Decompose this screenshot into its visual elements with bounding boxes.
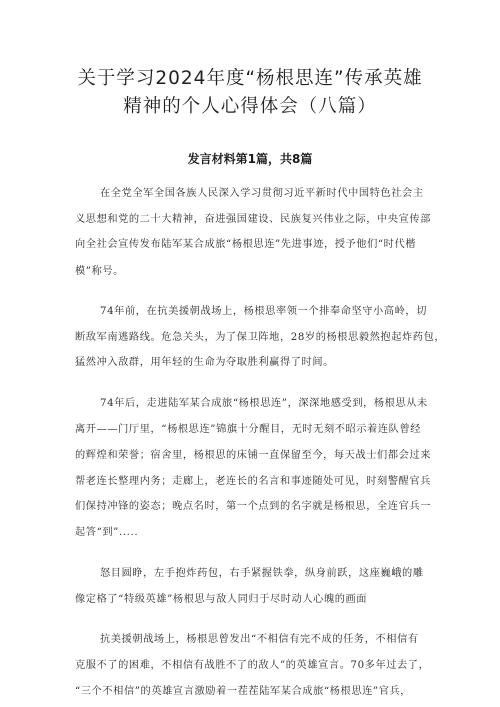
paragraph-line: 离开——门厅里，“杨根思连”锦旗十分醒目，无时无刻不昭示着连队曾经 bbox=[75, 424, 422, 435]
paragraph-line: 像定格了“特级英雄”杨根思与敌人同归于尽时动人心魄的画面 bbox=[75, 594, 368, 605]
paragraph-line: 怒目圆睁，左手抱炸药包，右手紧握铁拳，纵身前跃，这座巍峨的雕 bbox=[100, 568, 424, 579]
paragraph-line: 断敌军南逃路线。危急关头，为了保卫阵地，28岁的杨根思毅然抱起炸药包， bbox=[75, 332, 446, 343]
paragraph-line: 向全社会宣传发布陆军某合成旅“杨根思连”先进事迹，授予他们“时代楷 bbox=[75, 239, 417, 250]
document-title-line-1: 关于学习2024年度“杨根思连”传承英雄 bbox=[77, 68, 423, 89]
paragraph-line: 帮老连长整理内务；走廊上，老连长的名言和事迹随处可见，时刻警醒官兵 bbox=[75, 476, 431, 487]
document-title-line-2: 精神的个人心得体会（八篇） bbox=[123, 96, 377, 117]
paragraph-line: 猛然冲入敌群，用年轻的生命为夺取胜利赢得了时间。 bbox=[75, 357, 334, 368]
paragraph-line: 克服不了的困难，不相信有战胜不了的敌人”的英雄宣言。70多年过去了， bbox=[75, 660, 430, 671]
paragraph-line: 模”称号。 bbox=[75, 266, 124, 277]
paragraph-line: 74年后，走进陆军某合成旅“杨根思连”，深深地感受到，杨根思从未 bbox=[100, 398, 428, 409]
document-subtitle: 发言材料第1篇，共8篇 bbox=[187, 152, 313, 166]
paragraph-line: 们保持冲锋的姿态；晚点名时，第一个点到的名字就是杨根思，全连官兵一 bbox=[75, 501, 431, 512]
paragraph-line: 74年前，在抗美援朝战场上，杨根思率领一个排奉命坚守小高岭，切 bbox=[100, 306, 427, 317]
paragraph-line: 起答“到”..... bbox=[75, 527, 139, 538]
paragraph-line: 义思想和党的二十大精神，奋进强国建设、民族复兴伟业之际，中央宣传部 bbox=[75, 214, 431, 225]
paragraph-line: “三个不相信”的英雄宣言激励着一茬茬陆军某合成旅“杨根思连”官兵， bbox=[75, 686, 412, 697]
paragraph-line: 的辉煌和荣誉；宿舍里，杨根思的床铺一直保留至今，每天战士们都会过来 bbox=[75, 450, 431, 461]
paragraph-line: 在全党全军全国各族人民深入学习贯彻习近平新时代中国特色社会主 bbox=[100, 188, 424, 199]
paragraph-line: 抗美援朝战场上，杨根思曾发出“不相信有完不成的任务，不相信有 bbox=[100, 634, 419, 645]
